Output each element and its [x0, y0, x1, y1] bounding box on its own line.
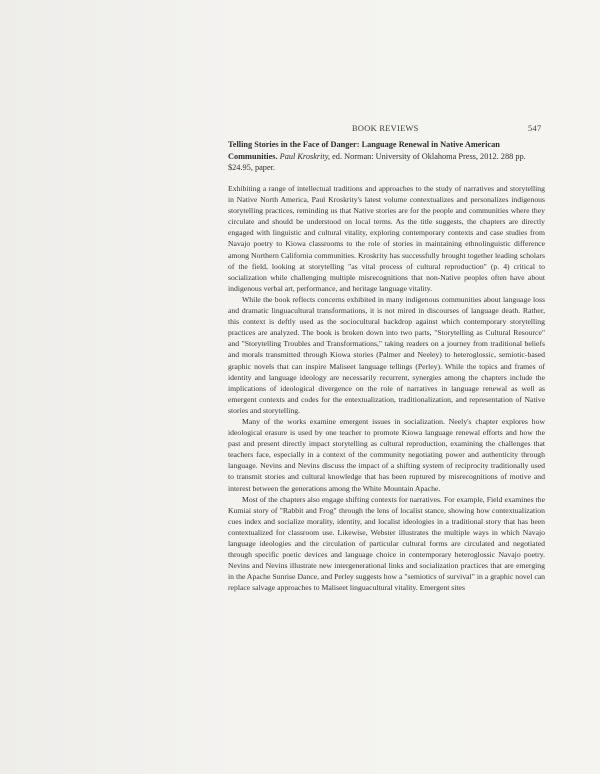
- publication-info: ed. Norman: University of Oklahoma Press, 2012. 288 pp. $24.95, paper.: [228, 151, 526, 173]
- running-head-section: BOOK REVIEWS: [352, 124, 419, 133]
- paragraph: While the book reflects concerns exhibited in many indigenous communities about language loss and dramatic linguacultural transformations, it is not mired in discourses of language death. Rather, this context is deftly used as the sociocultural backdrop against which contemporary storytelling practices are analyzed. The book is broken down into two parts, "Storytelling as Cultural Resource" and "Storytelling Troubles and Transformations," taking readers on a journey from traditional beliefs and morals transmitted through Kiowa stories (Palmer and Neeley) to heteroglossic, semiotic-based graphic novels that can inspire Maliseet language tellings (Perley). While the topics and frames of identity and language ideology are necessarily recurrent, synergies among the chapters include the implications of ideological divergence on the role of narratives in language renewal as well as emergent contexts and codes for the entextualization, traditionalization, and representation of Native stories and storytelling.: [228, 294, 545, 415]
- review-body: [228, 183, 545, 593]
- paragraph: Most of the chapters also engage shifting contexts for narratives. For example, Field examines the Kumiai story of "Rabbit and Frog" through the lens of localist stance, showing how contextualization cues index and socialize morality, identity, and localist ideologies in a traditional story that has been contextualized for classroom use. Likewise, Webster illustrates the multiple ways in which Navajo language ideologies and the circulation of particular cultural forms are circulated and negotiated through specific poetic devices and language choice in contemporary heteroglossic Navajo poetry. Nevins and Nevins illustrate new intergenerational links and socialization practices that are emerging in the Apache Sunrise Dance, and Perley suggests how a "semiotics of survival" in a graphic novel can replace salvage approaches to Maliseet linguacultural vitality. Emergent sites: [228, 494, 545, 593]
- page-number: 547: [528, 124, 542, 133]
- book-editor: Paul Kroskrity,: [279, 151, 331, 161]
- paragraph: Many of the works examine emergent issues in socialization. Neely's chapter explores how ideological erasure is used by one teacher to promote Kiowa language renewal efforts and how the past and present directly impact storytelling as cultural reproduction, examining the challenges that teachers face, especially in a context of the community negotiating power and authenticity through language. Nevins and Nevins discuss the impact of a shifting system of reciprocity traditionally used to transmit stories and cultural knowledge that has been ruptured by misrecognitions of motive and interest between the generations among the White Mountain Apache.: [228, 416, 545, 493]
- book-title: Telling Stories in the Face of Danger: Language Renewal in Native American Communities.: [228, 140, 500, 161]
- review-citation: [228, 139, 545, 174]
- paragraph: Exhibiting a range of intellectual traditions and approaches to the study of narratives and storytelling in Native North America, Paul Kroskrity's latest volume contextualizes and personalizes indigenous storytelling practices, reminding us that Native stories are for the people and communities where they circulate and should be understood on local terms. As the title suggests, the chapters are directly engaged with linguistic and cultural vitality, exploring contemporary contexts and case studies from Navajo poetry to Kiowa classrooms to the role of stories in maintaining ethnolinguistic difference among Northern California communities. Kroskrity has successfully brought together leading scholars of the field, looking at storytelling "as vital process of cultural reproduction" (p. 4) critical to socialization while challenging multiple misrecognitions that non-Native peoples often have about indigenous verbal art, performance, and heritage language vitality.: [228, 184, 545, 293]
